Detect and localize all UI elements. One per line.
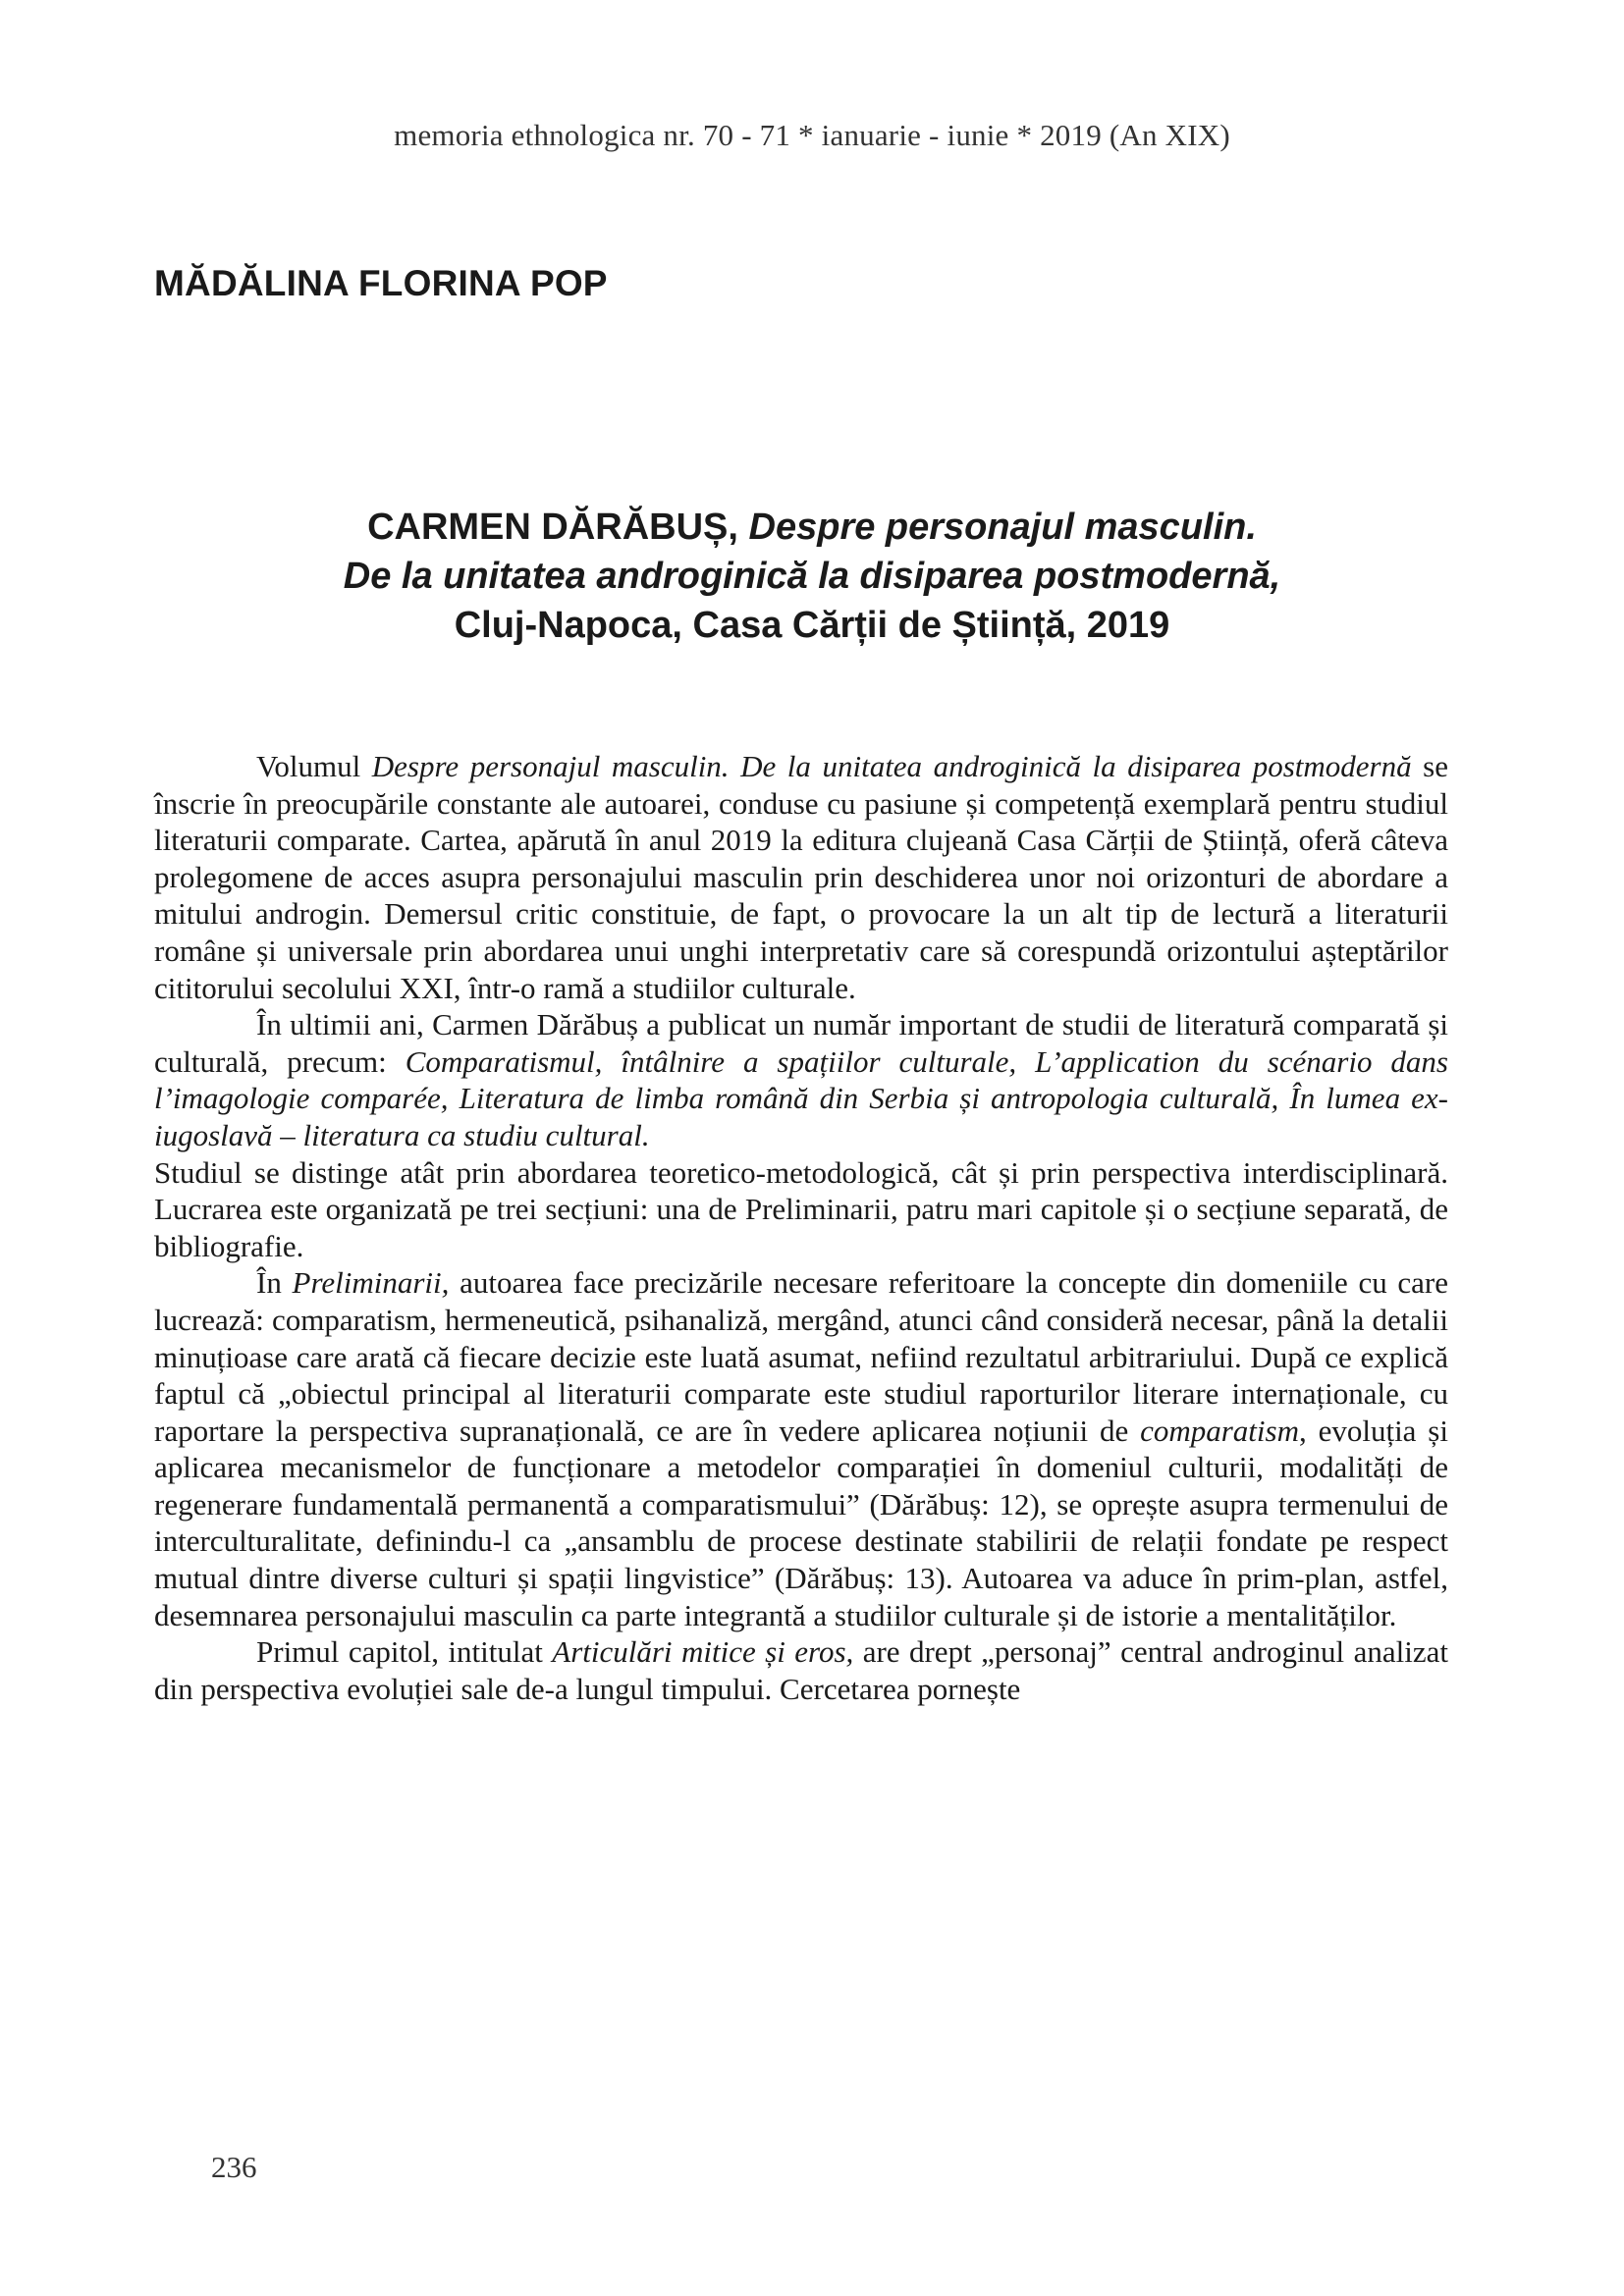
running-header: memoria ethnologica nr. 70 - 71 * ianuarie - iunie * 2019 (An XIX) bbox=[394, 118, 1230, 152]
paragraph-4 bbox=[154, 1264, 1448, 1633]
paragraph-text: În bbox=[256, 1265, 293, 1301]
paragraph-5 bbox=[154, 1633, 1448, 1707]
article-author: MĂDĂLINA FLORINA POP bbox=[154, 263, 608, 303]
paragraph-text: Volumul bbox=[256, 749, 372, 783]
paragraph-italic-text: comparatism bbox=[1140, 1413, 1299, 1448]
paragraph-text: Primul capitol, intitulat bbox=[256, 1634, 553, 1670]
paragraph-text: se înscrie în preocupările constante ale autoarei, conduse cu pasiune și competență exemplară pentru studiul literaturii comparate. Cartea, apărută în anul 2019 la editura clujeană Casa Cărții de Știință, oferă câteva prolegomene de acces asupra personajului masculin prin deschiderea unor noi orizonturi de abordare a mitului androgin. Demersul critic constituie, de fapt, o provocare la un alt tip de lectură a literaturii române și universale prin abordarea unui unghi interpretativ care să corespundă orizontului așteptărilor cititorului secolului XXI, într-o ramă a studiilor culturale. bbox=[154, 749, 1448, 1005]
review-title-line-1 bbox=[147, 503, 1477, 552]
book-title-part-1: Despre personajul masculin. bbox=[748, 507, 1257, 548]
paragraph-text: are drept „personaj” central androginul analizat din perspectiva evoluției sale de-a lungul timpului. Cercetarea pornește bbox=[154, 1634, 1448, 1706]
review-title-line-3 bbox=[147, 601, 1477, 650]
paragraph-italic-text: Preliminarii, bbox=[292, 1265, 450, 1301]
page-number: 236 bbox=[211, 2150, 257, 2184]
paragraph-italic-text: Comparatismul, întâlnire a spațiilor culturale, L’application du scénario dans l’imagologie comparée, Literatura de limba română din Serbia și antropologia culturală, În lumea ex-iugoslavă – literatura ca studiu cultural. bbox=[154, 1043, 1448, 1152]
book-author: CARMEN DĂRĂBUȘ, bbox=[367, 507, 738, 548]
paragraph-text: autoarea face precizările necesare referitoare la concepte din domeniile cu care lucrează: comparatism, hermeneutică, psihanaliză, mergând, atunci când consideră necesar, până la detalii minuțioase care arată că fiecare decizie este luată asumat, nefiind rezultatul arbitrariului. După ce explică faptul că „obiectul principal al literaturii comparate este studiul raporturilor literare internaționale, cu raportare la perspectiva supranațională, ce are în vedere aplicarea noțiunii de bbox=[154, 1265, 1448, 1448]
review-title bbox=[147, 503, 1477, 650]
book-publication: Cluj-Napoca, Casa Cărții de Știință, 2019 bbox=[454, 605, 1170, 646]
paragraph-text: În ultimii ani, Carmen Dărăbuș a publicat un număr important de studii de literatură comparată și culturală, precum: bbox=[154, 1007, 1448, 1079]
paragraph-italic-text: Despre personajul masculin. De la unitatea androginică la disiparea postmodernă bbox=[371, 749, 1412, 783]
paragraph-text: Studiul se distinge atât prin abordarea teoretico-metodologică, cât și prin perspectiva interdisciplinară. Lucrarea este organizată pe trei secțiuni: una de Preliminarii, patru mari capitole și o secțiune separată, de bibliografie. bbox=[154, 1154, 1448, 1263]
paragraph-text: , evoluția și aplicarea mecanismelor de funcționare a metodelor comparației în domeniul culturii, modalități de regenerare fundamentală permanentă a comparatismului” (Dărăbuș: 12), se oprește asupra termenului de interculturalitate, definindu-l ca „ansamblu de procese destinate stabilirii de relații fondate pe respect mutual dintre diverse culturi și spații lingvistice” (Dărăbuș: 13). Autoarea va aduce în prim-plan, astfel, desemnarea personajului masculin ca parte integrantă a studiilor culturale și de istorie a mentalităților. bbox=[154, 1413, 1448, 1632]
paragraph-2 bbox=[154, 1006, 1448, 1153]
paragraph-3 bbox=[154, 1154, 1448, 1265]
paragraph-1 bbox=[154, 748, 1448, 1006]
paragraph-italic-text: Articulări mitice și eros, bbox=[552, 1634, 854, 1670]
article-body bbox=[154, 748, 1448, 1707]
book-title-part-2: De la unitatea androginică la disiparea postmodernă, bbox=[343, 556, 1281, 597]
review-title-line-2 bbox=[147, 552, 1477, 601]
